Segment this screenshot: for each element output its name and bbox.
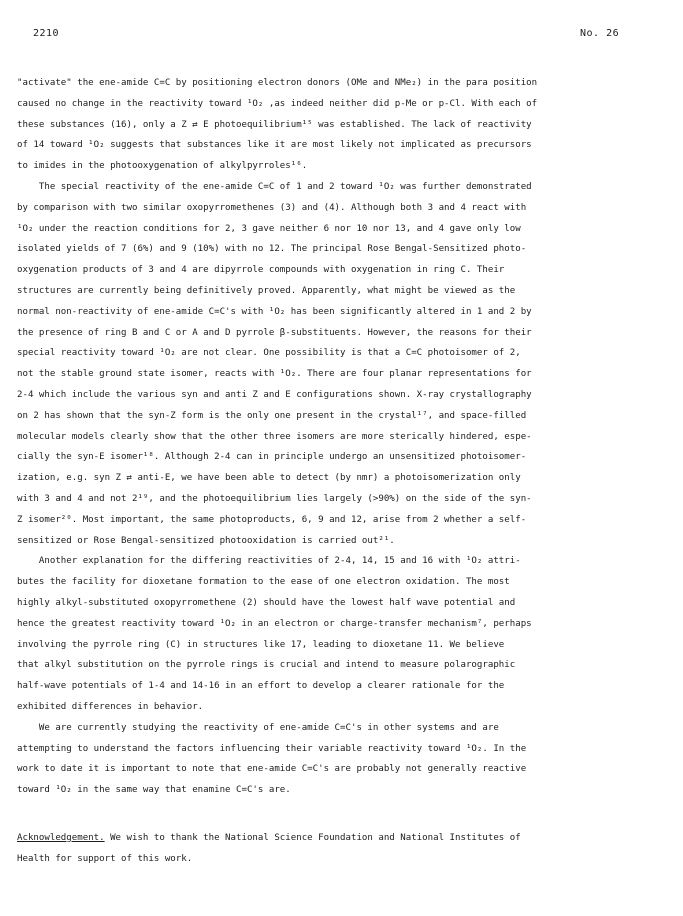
text-line: Z isomer²⁰. Most important, the same photoproducts, 6, 9 and 12, arise from 2 whether a self- <box>17 514 527 525</box>
text-line: not the stable ground state isomer, reacts with ¹O₂. There are four planar representations for <box>17 369 532 380</box>
text-line: on 2 has shown that the syn-Z form is the only one present in the crystal¹⁷, and space-filled <box>17 410 527 421</box>
text-line: half-wave potentials of 1-4 and 14-16 in an effort to develop a clearer rationale for the <box>17 681 505 692</box>
text-line: isolated yields of 7 (6%) and 9 (10%) with no 12. The principal Rose Bengal-Sensitized photo- <box>17 244 527 255</box>
text-line: the presence of ring B and C or A and D pyrrole β-substituents. However, the reasons for their <box>17 327 532 338</box>
text-line: We are currently studying the reactivity of ene-amide C=C's in other systems and are <box>17 722 499 733</box>
text-line: ¹O₂ under the reaction conditions for 2, 3 gave neither 6 nor 10 nor 13, and 4 gave only low <box>17 223 521 234</box>
text-line: of 14 toward ¹O₂ suggests that substances like it are most likely not implicated as precursors <box>17 140 532 151</box>
acknowledgement-heading: Acknowledgement. <box>17 832 105 843</box>
text-line: to imides in the photooxygenation of alkylpyrroles¹⁶. <box>17 161 308 172</box>
text-line: caused no change in the reactivity toward ¹O₂ ,as indeed neither did p-Me or p-Cl. With each of <box>17 98 538 109</box>
acknowledgement-line: Health for support of this work. <box>17 853 193 864</box>
text-line: these substances (16), only a Z ⇄ E photoequilibrium¹⁵ was established. The lack of reactivity <box>17 119 532 130</box>
article-body <box>17 73 667 869</box>
acknowledgement-line <box>17 828 667 849</box>
text-line: normal non-reactivity of ene-amide C=C's with ¹O₂ has been significantly altered in 1 and 2 by <box>17 306 532 317</box>
text-line: molecular models clearly show that the other three isomers are more sterically hindered, espe- <box>17 431 532 442</box>
text-line: ization, e.g. syn Z ⇄ anti-E, we have been able to detect (by nmr) a photoisomerization only <box>17 473 521 484</box>
text-line: butes the facility for dioxetane formation to the ease of one electron oxidation. The most <box>17 577 510 588</box>
text-line: highly alkyl-substituted oxopyrromethene (2) should have the lowest half wave potential and <box>17 597 516 608</box>
text-line: cially the syn-E isomer¹⁸. Although 2-4 can in principle undergo an unsensitized photoisomer- <box>17 452 527 463</box>
text-line: exhibited differences in behavior. <box>17 701 204 712</box>
text-line: Another explanation for the differing reactivities of 2-4, 14, 15 and 16 with ¹O₂ attri- <box>17 556 521 567</box>
acknowledgement-text: We wish to thank the National Science Foundation and National Institutes of <box>104 832 521 843</box>
text-line: oxygenation products of 3 and 4 are dipyrrole compounds with oxygenation in ring C. Their <box>17 265 505 276</box>
text-line: sensitized or Rose Bengal-sensitized photooxidation is carried out²¹. <box>17 535 395 546</box>
text-line: "activate" the ene-amide C=C by positioning electron donors (OMe and NMe₂) in the para position <box>17 78 538 88</box>
text-line: special reactivity toward ¹O₂ are not clear. One possibility is that a C=C photoisomer of 2, <box>17 348 521 359</box>
text-line: by comparison with two similar oxopyrromethenes (3) and (4). Although both 3 and 4 react with <box>17 202 527 213</box>
text-line: with 3 and 4 and not 2¹⁹, and the photoequilibrium lies largely (>90%) on the side of the syn- <box>17 493 532 504</box>
text-line: involving the pyrrole ring (C) in structures like 17, leading to dioxetane 11. We believe <box>17 639 505 650</box>
text-line: hence the greatest reactivity toward ¹O₂ in an electron or charge-transfer mechanism⁷, perhaps <box>17 618 532 629</box>
text-line: structures are currently being definitively proved. Apparently, what might be viewed as the <box>17 285 516 296</box>
text-line: work to date it is important to note that ene-amide C=C's are probably not generally reactive <box>17 764 527 775</box>
text-line: that alkyl substitution on the pyrrole rings is crucial and intend to measure polarographic <box>17 660 516 671</box>
text-line: attempting to understand the factors influencing their variable reactivity toward ¹O₂. In the <box>17 743 527 754</box>
text-line: toward ¹O₂ in the same way that enamine C=C's are. <box>17 785 291 796</box>
text-line: 2-4 which include the various syn and anti Z and E configurations shown. X-ray crystallography <box>17 389 532 400</box>
paragraph-gap <box>17 801 667 828</box>
text-line: The special reactivity of the ene-amide C=C of 1 and 2 toward ¹O₂ was further demonstrated <box>17 181 532 192</box>
journal-issue: No. 26 <box>580 28 620 39</box>
page-number: 2210 <box>33 28 60 39</box>
